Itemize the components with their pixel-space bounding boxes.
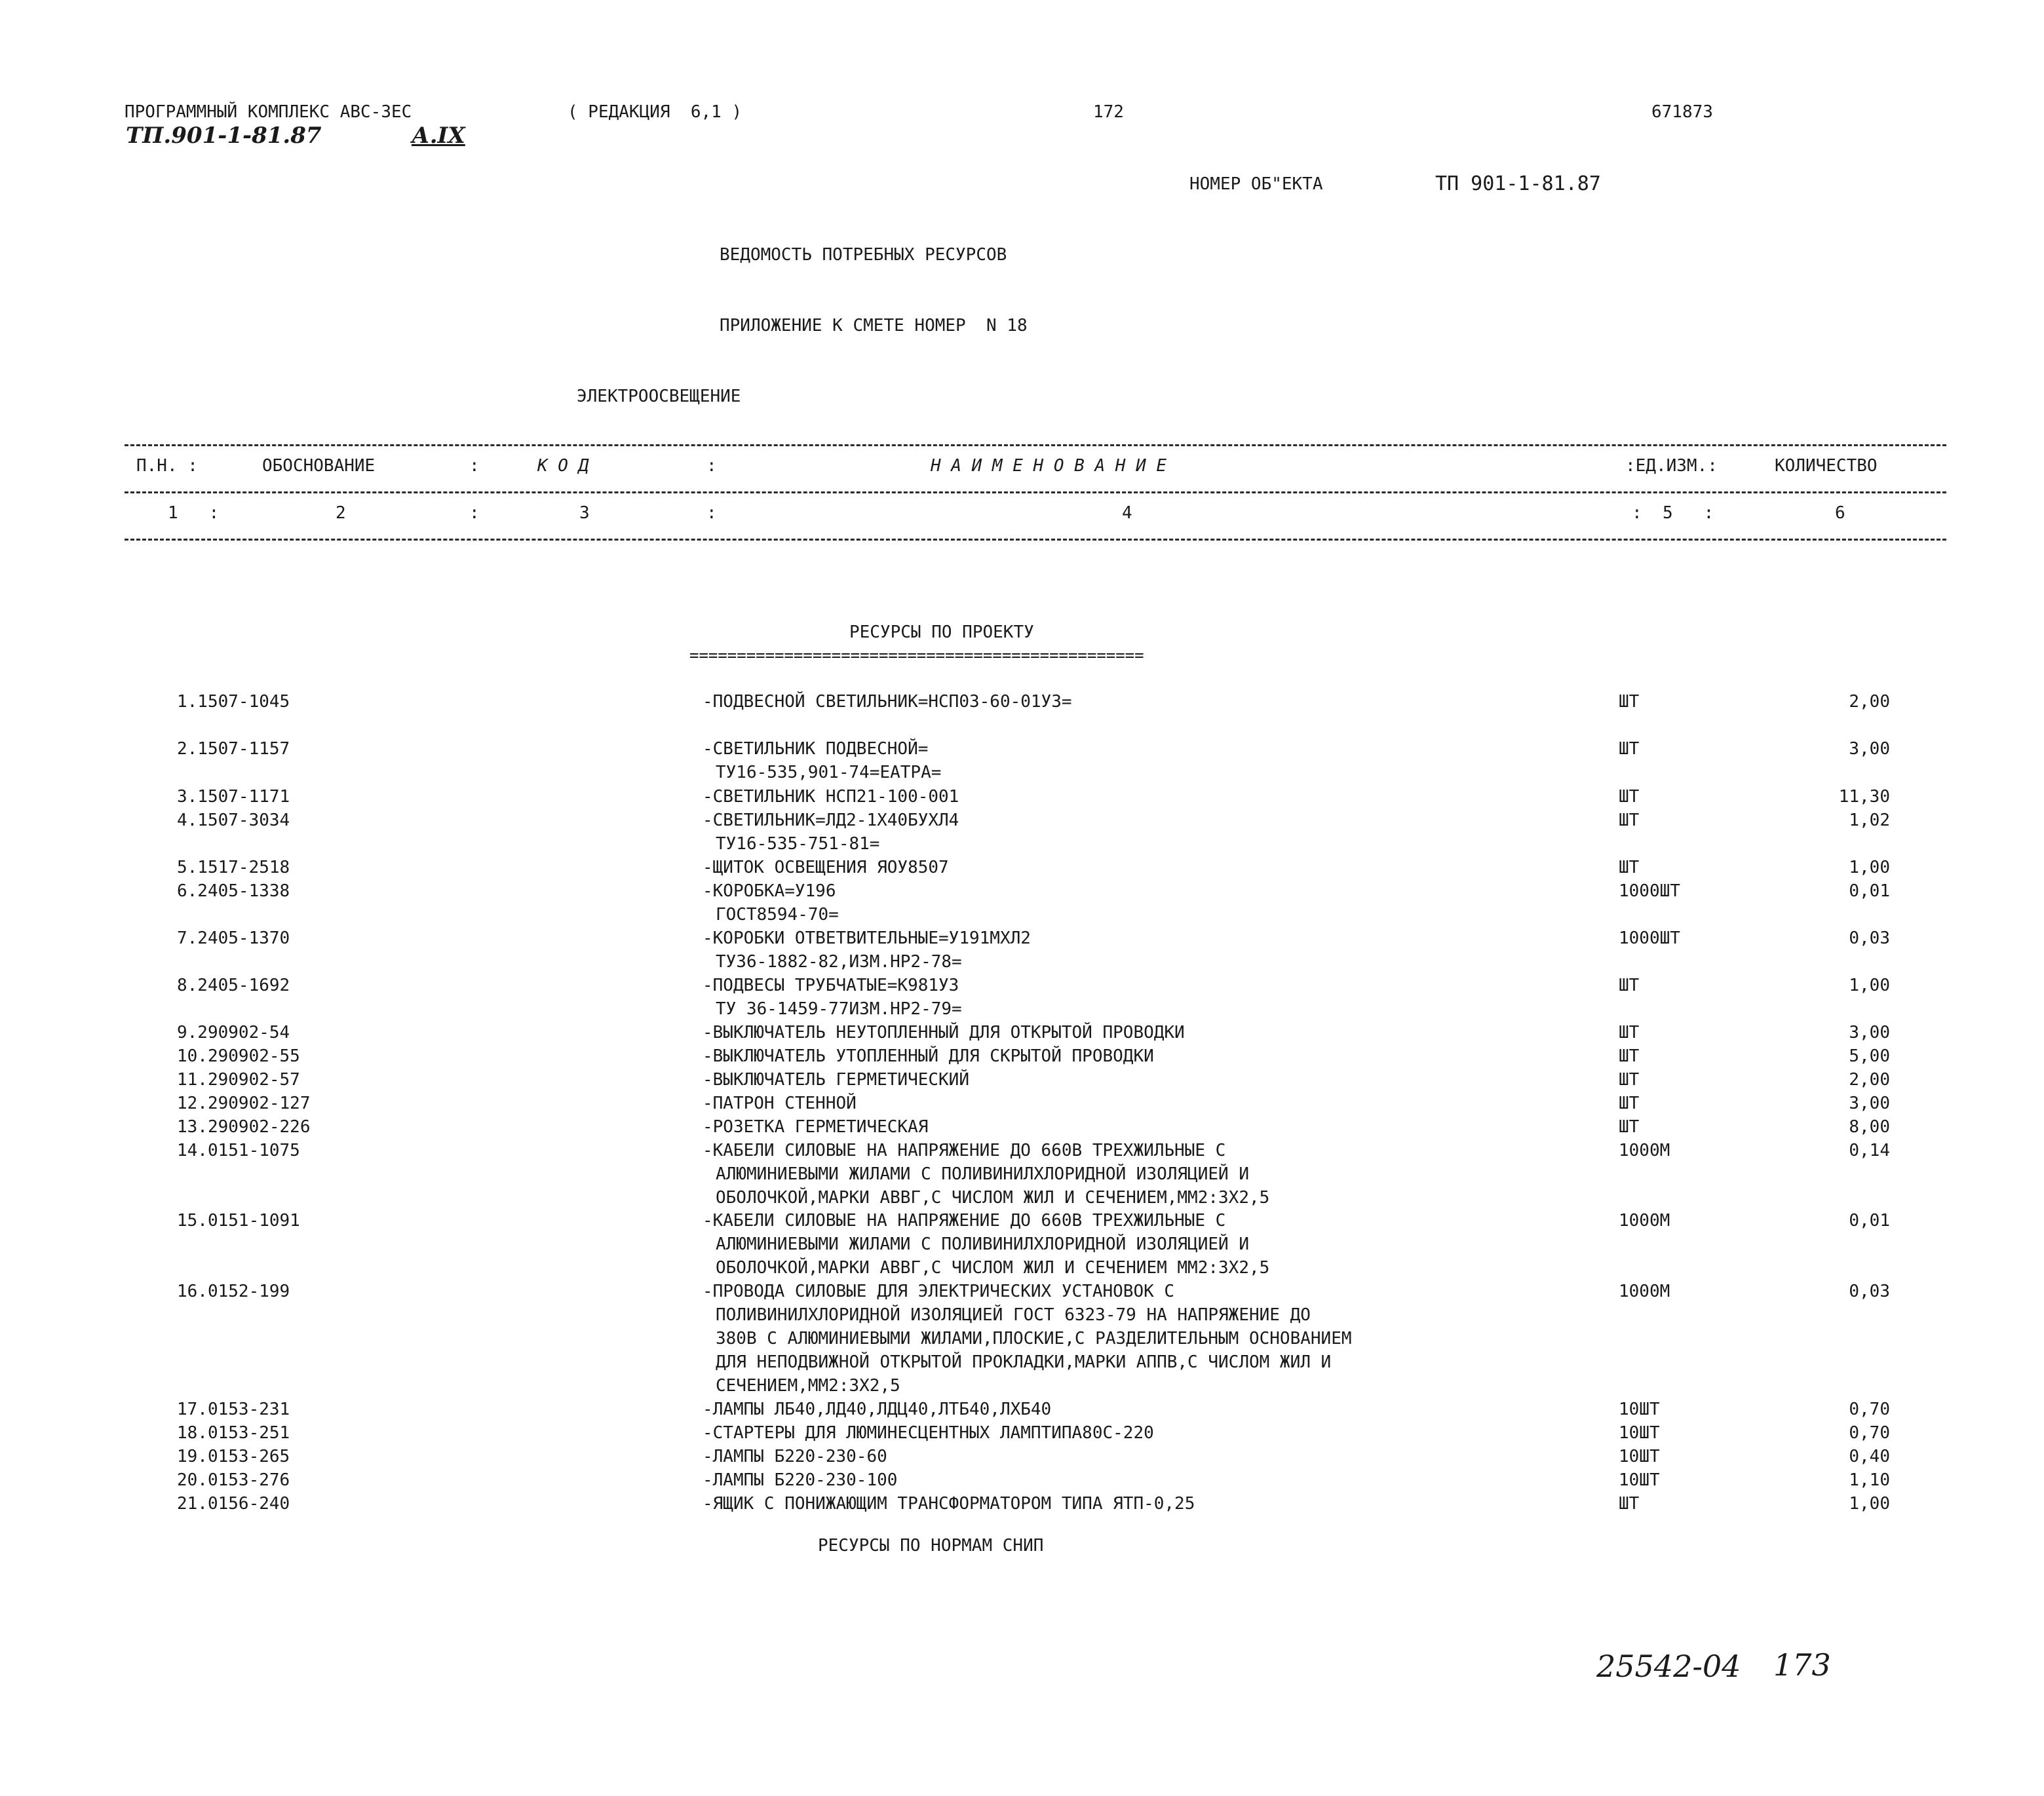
row-number: 13.290902-226 — [177, 1117, 311, 1137]
document-code: 671873 — [1651, 102, 1713, 122]
row-name-continuation: ОБОЛОЧКОЙ,МАРКИ АВВГ,С ЧИСЛОМ ЖИЛ И СЕЧЕНИЕМ,ММ2:3Х2,5 — [716, 1188, 1270, 1208]
col-header-qty: КОЛИЧЕСТВО — [1775, 456, 1878, 476]
row-name: -ПРОВОДА СИЛОВЫЕ ДЛЯ ЭЛЕКТРИЧЕСКИХ УСТАНОВОК С — [703, 1282, 1175, 1301]
program-name: ПРОГРАММНЫЙ КОМПЛЕКС АВС-3ЕС — [125, 102, 412, 122]
header-rule-bottom — [125, 539, 1946, 541]
page-number: 172 — [1093, 102, 1124, 122]
col-number-sep: : — [469, 503, 480, 523]
row-unit: ШТ — [1619, 1494, 1640, 1514]
row-number: 8.2405-1692 — [177, 976, 290, 995]
row-unit: ШТ — [1619, 692, 1640, 712]
row-unit: ШТ — [1619, 1117, 1640, 1137]
row-unit: 1000М — [1619, 1282, 1670, 1301]
row-name: -КАБЕЛИ СИЛОВЫЕ НА НАПРЯЖЕНИЕ ДО 660В ТРЕХЖИЛЬНЫЕ С — [703, 1211, 1226, 1231]
row-unit: ШТ — [1619, 739, 1640, 759]
group-title: РЕСУРСЫ ПО ПРОЕКТУ — [849, 622, 1034, 642]
row-name: -ЩИТОК ОСВЕЩЕНИЯ ЯОУ8507 — [703, 858, 949, 877]
row-number: 1.1507-1045 — [177, 692, 290, 712]
row-name: -СВЕТИЛЬНИК=ЛД2-1Х40БУХЛ4 — [703, 811, 959, 830]
row-unit: 1000ШТ — [1619, 881, 1680, 901]
row-number: 11.290902-57 — [177, 1070, 300, 1090]
group-underline: ================================================ — [689, 646, 1144, 664]
row-quantity: 0,14 — [1849, 1141, 1890, 1160]
row-unit: 1000М — [1619, 1211, 1670, 1231]
col-header-sep: : — [706, 456, 717, 476]
row-name-continuation: ТУ16-535-751-81= — [716, 834, 880, 854]
row-name-continuation: АЛЮМИНИЕВЫМИ ЖИЛАМИ С ПОЛИВИНИЛХЛОРИДНОЙ ИЗОЛЯЦИЕЙ И — [716, 1234, 1249, 1254]
row-number: 16.0152-199 — [177, 1282, 290, 1301]
document-subtitle: ПРИЛОЖЕНИЕ К СМЕТЕ НОМЕР N 18 — [720, 316, 1028, 335]
row-unit: ШТ — [1619, 976, 1640, 995]
footer-group-title: РЕСУРСЫ ПО НОРМАМ СНИП — [818, 1536, 1044, 1556]
row-quantity: 11,30 — [1838, 787, 1890, 807]
row-quantity: 3,00 — [1849, 1094, 1890, 1113]
row-quantity: 0,70 — [1849, 1423, 1890, 1443]
row-name-continuation: ТУ36-1882-82,ИЗМ.НР2-78= — [716, 952, 962, 972]
row-quantity: 0,01 — [1849, 881, 1890, 901]
row-quantity: 2,00 — [1849, 1070, 1890, 1090]
object-number-label: НОМЕР ОБ"ЕКТА — [1189, 174, 1323, 194]
row-number: 19.0153-265 — [177, 1447, 290, 1466]
stamp-number: 25542-04 — [1596, 1649, 1741, 1684]
row-unit: ШТ — [1619, 1046, 1640, 1066]
row-quantity: 3,00 — [1849, 1023, 1890, 1042]
row-quantity: 0,03 — [1849, 928, 1890, 948]
row-unit: ШТ — [1619, 1094, 1640, 1113]
row-quantity: 0,40 — [1849, 1447, 1890, 1466]
edition: ( РЕДАКЦИЯ 6,1 ) — [568, 102, 742, 122]
row-unit: 1000ШТ — [1619, 928, 1680, 948]
row-quantity: 2,00 — [1849, 692, 1890, 712]
row-name: -ЛАМПЫ Б220-230-60 — [703, 1447, 887, 1466]
row-name-continuation: ГОСТ8594-70= — [716, 905, 839, 925]
col-header-basis: ОБОСНОВАНИЕ — [262, 456, 376, 476]
row-name-continuation: ДЛЯ НЕПОДВИЖНОЙ ОТКРЫТОЙ ПРОКЛАДКИ,МАРКИ АППВ,С ЧИСЛОМ ЖИЛ И — [716, 1352, 1332, 1372]
row-name: -ВЫКЛЮЧАТЕЛЬ НЕУТОПЛЕННЫЙ ДЛЯ ОТКРЫТОЙ ПРОВОДКИ — [703, 1023, 1185, 1042]
row-name: -ЛАМПЫ Б220-230-100 — [703, 1470, 898, 1490]
col-number-1: 1 : — [168, 503, 220, 523]
row-name: -РОЗЕТКА ГЕРМЕТИЧЕСКАЯ — [703, 1117, 929, 1137]
row-name: -КОРОБКА=У196 — [703, 881, 836, 901]
col-header-code: К О Д — [537, 456, 589, 476]
row-unit: 10ШТ — [1619, 1400, 1660, 1419]
row-name-continuation: 380В С АЛЮМИНИЕВЫМИ ЖИЛАМИ,ПЛОСКИЕ,С РАЗДЕЛИТЕЛЬНЫМ ОСНОВАНИЕМ — [716, 1329, 1352, 1348]
handwritten-project-ref: ТП.901-1-81.87 — [126, 123, 322, 149]
row-name: -СТАРТЕРЫ ДЛЯ ЛЮМИНЕСЦЕНТНЫХ ЛАМПТИПА80С-220 — [703, 1423, 1154, 1443]
row-name: -СВЕТИЛЬНИК НСП21-100-001 — [703, 787, 959, 807]
header-rule-middle — [125, 491, 1946, 493]
col-number-sep: : — [706, 503, 717, 523]
row-unit: 1000М — [1619, 1141, 1670, 1160]
col-header-unit: :ЕД.ИЗМ.: — [1625, 456, 1718, 476]
col-header-name: Н А И М Е Н О В А Н И Е — [931, 456, 1167, 476]
row-name: -КАБЕЛИ СИЛОВЫЕ НА НАПРЯЖЕНИЕ ДО 660В ТРЕХЖИЛЬНЫЕ С — [703, 1141, 1226, 1160]
section-title: ЭЛЕКТРООСВЕЩЕНИЕ — [577, 387, 741, 406]
row-name-continuation: АЛЮМИНИЕВЫМИ ЖИЛАМИ С ПОЛИВИНИЛХЛОРИДНОЙ ИЗОЛЯЦИЕЙ И — [716, 1164, 1249, 1184]
row-unit: 10ШТ — [1619, 1423, 1660, 1443]
col-header-sep: : — [469, 456, 480, 476]
row-number: 14.0151-1075 — [177, 1141, 300, 1160]
document-title: ВЕДОМОСТЬ ПОТРЕБНЫХ РЕСУРСОВ — [720, 245, 1007, 265]
row-name: -ПАТРОН СТЕННОЙ — [703, 1094, 857, 1113]
row-name-continuation: ПОЛИВИНИЛХЛОРИДНОЙ ИЗОЛЯЦИЕЙ ГОСТ 6323-79 НА НАПРЯЖЕНИЕ ДО — [716, 1305, 1311, 1325]
row-name: -ЛАМПЫ ЛБ40,ЛД40,ЛДЦ40,ЛТБ40,ЛХБ40 — [703, 1400, 1052, 1419]
row-quantity: 1,10 — [1849, 1470, 1890, 1490]
row-name-continuation: ТУ16-535,901-74=ЕАТРА= — [716, 763, 942, 782]
row-unit: ШТ — [1619, 1070, 1640, 1090]
stamp-page: 173 — [1773, 1647, 1831, 1683]
row-name-continuation: ТУ 36-1459-77ИЗМ.НР2-79= — [716, 999, 962, 1019]
row-number: 15.0151-1091 — [177, 1211, 300, 1231]
row-quantity: 8,00 — [1849, 1117, 1890, 1137]
row-number: 4.1507-3034 — [177, 811, 290, 830]
row-unit: ШТ — [1619, 787, 1640, 807]
row-unit: 10ШТ — [1619, 1470, 1660, 1490]
row-unit: 10ШТ — [1619, 1447, 1660, 1466]
col-number-4: 4 — [1122, 503, 1132, 523]
col-number-5: : 5 : — [1632, 503, 1714, 523]
row-unit: ШТ — [1619, 811, 1640, 830]
row-quantity: 0,03 — [1849, 1282, 1890, 1301]
row-name: -ВЫКЛЮЧАТЕЛЬ ГЕРМЕТИЧЕСКИЙ — [703, 1070, 969, 1090]
row-number: 9.290902-54 — [177, 1023, 290, 1042]
col-header-pn: П.Н. : — [136, 456, 198, 476]
row-number: 21.0156-240 — [177, 1494, 290, 1514]
row-number: 10.290902-55 — [177, 1046, 300, 1066]
row-name: -СВЕТИЛЬНИК ПОДВЕСНОЙ= — [703, 739, 929, 759]
row-quantity: 1,00 — [1849, 858, 1890, 877]
object-number-value: ТП 901-1-81.87 — [1435, 172, 1601, 195]
row-name-continuation: СЕЧЕНИЕМ,ММ2:3Х2,5 — [716, 1376, 900, 1396]
row-quantity: 1,00 — [1849, 1494, 1890, 1514]
row-number: 2.1507-1157 — [177, 739, 290, 759]
row-unit: ШТ — [1619, 858, 1640, 877]
row-number: 6.2405-1338 — [177, 881, 290, 901]
row-number: 12.290902-127 — [177, 1094, 311, 1113]
col-number-2: 2 — [336, 503, 346, 523]
row-name: -КОРОБКИ ОТВЕТВИТЕЛЬНЫЕ=У191МХЛ2 — [703, 928, 1031, 948]
row-unit: ШТ — [1619, 1023, 1640, 1042]
row-quantity: 0,70 — [1849, 1400, 1890, 1419]
col-number-3: 3 — [579, 503, 590, 523]
row-quantity: 3,00 — [1849, 739, 1890, 759]
row-name-continuation: ОБОЛОЧКОЙ,МАРКИ АВВГ,С ЧИСЛОМ ЖИЛ И СЕЧЕНИЕМ ММ2:3Х2,5 — [716, 1258, 1270, 1278]
row-number: 20.0153-276 — [177, 1470, 290, 1490]
row-quantity: 1,00 — [1849, 976, 1890, 995]
row-quantity: 0,01 — [1849, 1211, 1890, 1231]
row-name: -ПОДВЕСЫ ТРУБЧАТЫЕ=К981У3 — [703, 976, 959, 995]
row-quantity: 5,00 — [1849, 1046, 1890, 1066]
row-number: 7.2405-1370 — [177, 928, 290, 948]
row-name: -ПОДВЕСНОЙ СВЕТИЛЬНИК=НСП03-60-01У3= — [703, 692, 1072, 712]
handwritten-album: А.IX — [412, 123, 465, 149]
header-rule-top — [125, 444, 1946, 446]
row-number: 3.1507-1171 — [177, 787, 290, 807]
row-name: -ЯЩИК С ПОНИЖАЮЩИМ ТРАНСФОРМАТОРОМ ТИПА ЯТП-0,25 — [703, 1494, 1195, 1514]
row-number: 18.0153-251 — [177, 1423, 290, 1443]
row-quantity: 1,02 — [1849, 811, 1890, 830]
row-number: 17.0153-231 — [177, 1400, 290, 1419]
row-number: 5.1517-2518 — [177, 858, 290, 877]
col-number-6: 6 — [1835, 503, 1845, 523]
row-name: -ВЫКЛЮЧАТЕЛЬ УТОПЛЕННЫЙ ДЛЯ СКРЫТОЙ ПРОВОДКИ — [703, 1046, 1154, 1066]
